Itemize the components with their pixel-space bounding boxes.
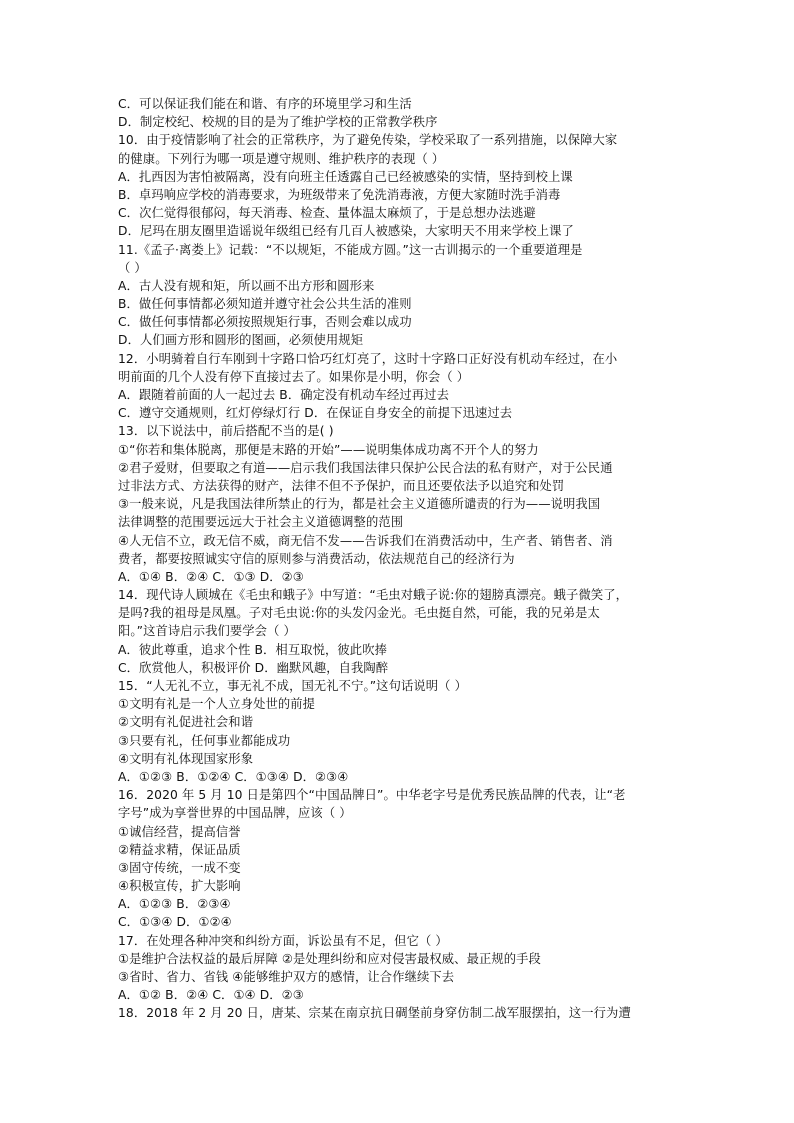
text-line: D．人们画方形和圆形的图画，必须使用规矩 [118, 333, 364, 348]
text-line: C．次仁觉得很郁闷，每天消毒、检查、量体温太麻烦了，于是总想办法逃避 [118, 206, 536, 221]
text-line: ④人无信不立，政无信不威，商无信不发——告诉我们在消费活动中，生产者、销售者、消 [118, 533, 613, 548]
text-line: 的健康。下列行为哪一项是遵守规则、维护秩序的表现（ ） [118, 151, 445, 166]
text-line: B．做任何事情都必须知道并遵守社会公共生活的准则 [118, 297, 412, 312]
text-line: A．①② B．②④ C．①④ D．②③ [118, 988, 304, 1003]
text-line: ④文明有礼体现国家形象 [118, 751, 254, 766]
text-line: D．制定校纪、校规的目的是为了维护学校的正常教学秩序 [118, 115, 438, 130]
text-line: 费者，都要按照诚实守信的原则参与消费活动，依法规范自己的经济行为 [118, 551, 515, 566]
text-line: C．做任何事情都必须按照规矩行事，否则会难以成功 [118, 315, 412, 330]
text-line: 16．2020 年 5 月 10 日是第四个“中国品牌日”。中华老字号是优秀民族品牌的代表，让“老 [118, 788, 626, 803]
text-line: D．尼玛在朋友圈里造谣说年级组已经有几百人被感染，大家明天不用来学校上课了 [118, 224, 574, 239]
text-line: 10．由于疫情影响了社会的正常秩序，为了避免传染，学校采取了一系列措施，以保障大家 [118, 133, 618, 148]
text-line: 15．“人无礼不立，事无礼不成，国无礼不宁。”这句话说明（ ） [118, 679, 467, 693]
text-line: A．古人没有规和矩，所以画不出方形和圆形来 [118, 278, 375, 293]
text-line: A．扎西因为害怕被隔离，没有向班主任透露自己已经被感染的实情，坚持到校上课 [118, 169, 573, 184]
text-line: ①“你若和集体脱离，那便是末路的开始”——说明集体成功离不开个人的努力 [118, 442, 539, 457]
text-line: 13．以下说法中，前后搭配不当的是( ) [118, 424, 334, 439]
text-line: 法律调整的范围要远远大于社会主义道德调整的范围 [118, 515, 404, 530]
text-line: 字号”成为享誉世界的中国品牌，应该（ ） [118, 806, 352, 821]
text-line: ①是维护合法权益的最后屏障 ②是处理纠纷和应对侵害最权威、最正规的手段 [118, 951, 541, 966]
text-line: A．①④ B．②④ C．①③ D．②③ [118, 569, 304, 584]
text-line: ②文明有礼促进社会和谐 [118, 715, 254, 730]
text-line: C．可以保证我们能在和谐、有序的环境里学习和生活 [118, 97, 412, 111]
document-page [118, 95, 678, 1023]
text-line: C．欣赏他人，积极评价 D．幽默风趣，自我陶醉 [118, 660, 389, 675]
text-line: 18．2018 年 2 月 20 日，唐某、宗某在南京抗日碉堡前身穿仿制二战军服摆拍，这一行为遭 [118, 1006, 631, 1021]
text-line: 阳。”这首诗启示我们要学会（ ） [118, 624, 296, 639]
text-line: B．卓玛响应学校的消毒要求，为班级带来了免洗消毒液，方便大家随时洗手消毒 [118, 187, 561, 202]
text-line: 是吗?我的祖母是凤凰。子对毛虫说:你的头发闪金光。毛虫挺自然，可能，我的兄弟是太 [118, 606, 600, 621]
text-line: 过非法方式、方法获得的财产，法律不但不予保护，而且还要依法予以追究和处罚 [118, 478, 565, 493]
text-line: 14．现代诗人顾城在《毛虫和蛾子》中写道：“毛虫对蛾子说:你的翅膀真漂亮。蛾子微笑了， [118, 588, 629, 603]
text-line: 12．小明骑着自行车刚到十字路口恰巧红灯亮了，这时十字路口正好没有机动车经过，在小 [118, 351, 618, 366]
text-line: C．遵守交通规则，红灯停绿灯行 D．在保证自身安全的前提下迅速过去 [118, 406, 513, 421]
text-line: ③固守传统，一成不变 [118, 860, 241, 875]
text-line: ③省时、省力、省钱 ④能够维护双方的感情，让合作继续下去 [118, 970, 455, 984]
text-line: ②君子爱财，但要取之有道——启示我们我国法律只保护公民合法的私有财产，对于公民通 [118, 460, 613, 475]
text-line: A．跟随着前面的人一起过去 B．确定没有机动车经过再过去 [118, 388, 449, 402]
text-line: ②精益求精，保证品质 [118, 842, 241, 857]
text-line: ③一般来说，凡是我国法律所禁止的行为，都是社会主义道德所谴责的行为——说明我国 [118, 497, 601, 512]
text-line: ①诚信经营，提高信誉 [118, 824, 241, 839]
text-line: 明前面的几个人没有停下直接过去了。如果你是小明，你会（ ） [118, 369, 470, 384]
text-line: （ ） [118, 260, 147, 275]
text-line: ④积极宣传，扩大影响 [118, 879, 241, 894]
text-line: A．①②③ B．①②④ C．①③④ D．②③④ [118, 769, 349, 784]
text-line: A．①②③ B．②③④ [118, 897, 231, 912]
text-line: ①文明有礼是一个人立身处世的前提 [118, 697, 316, 712]
text-line: 17．在处理各种冲突和纠纷方面，诉讼虽有不足，但它（ ） [118, 933, 448, 948]
text-line: 11.《孟子·离娄上》记载：“不以规矩，不能成方圆。”这一古训揭示的一个重要道理是 [118, 242, 583, 257]
text-line: A．彼此尊重，追求个性 B．相互取悦，彼此吹捧 [118, 642, 387, 657]
text-line: ③只要有礼，任何事业都能成功 [118, 733, 291, 748]
text-line: C．①③④ D．①②④ [118, 915, 232, 930]
